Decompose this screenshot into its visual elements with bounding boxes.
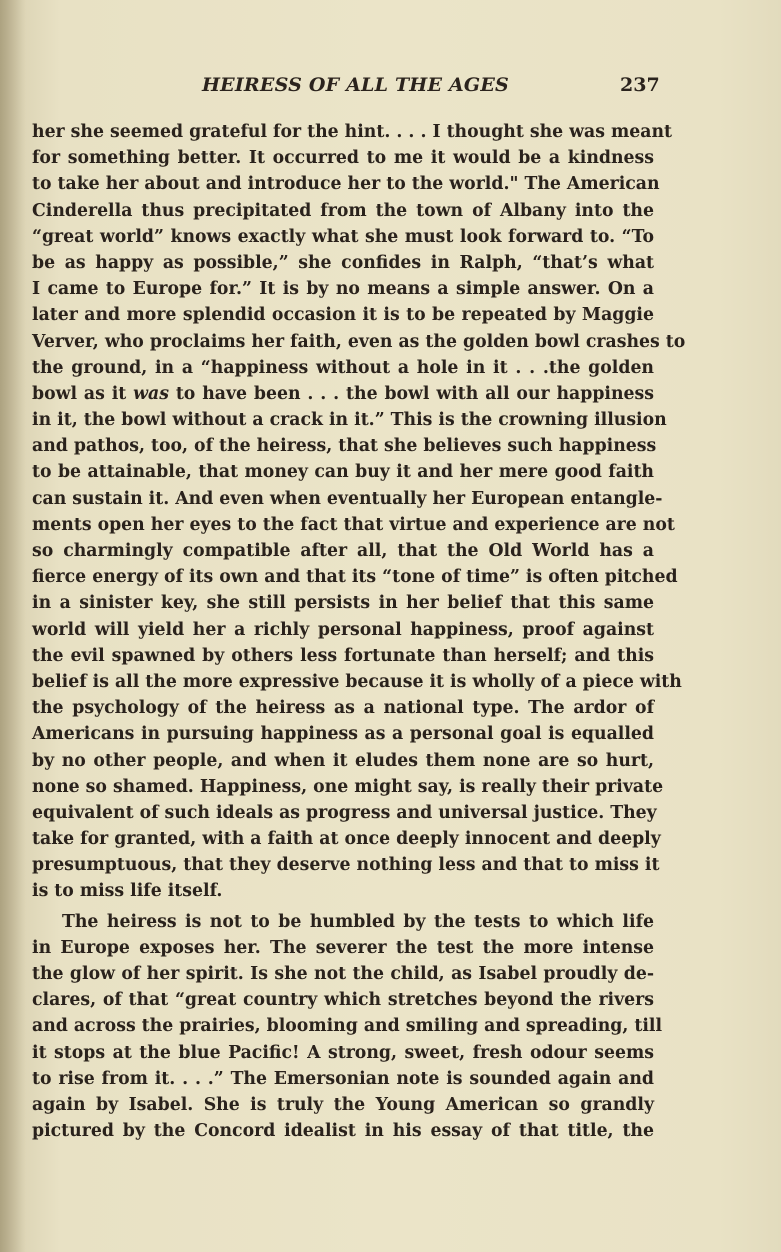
text-line: in it, the bowl without a crack in it.” This is the crowning illusion xyxy=(32,410,667,431)
text-line: be as happy as possible,” she confides in Ralph, “that’s what xyxy=(32,252,654,273)
text-line: again by Isabel. She is truly the Young American so grandly xyxy=(32,1094,654,1115)
text-line: for something better. It occurred to me it would be a kindness xyxy=(32,148,654,169)
text-line: Verver, who proclaims her faith, even as the golden bowl crashes to xyxy=(32,331,686,352)
text-line: Cinderella thus precipitated from the town of Albany into the xyxy=(32,200,654,221)
text-line: clares, of that “great country which stretches beyond the rivers xyxy=(32,990,654,1011)
text-line: fierce energy of its own and that its “tone of time” is often pitched xyxy=(32,567,678,588)
text-line: world will yield her a richly personal happiness, proof against xyxy=(32,619,654,640)
text-line: the glow of her spirit. Is she not the child, as Isabel proudly de- xyxy=(32,964,654,984)
text-line: belief is all the more expressive because it is wholly of a piece with xyxy=(32,671,682,692)
text-line: the evil spawned by others less fortunate than herself; and this xyxy=(32,645,654,666)
text-line: equivalent of such ideals as progress and universal justice. They xyxy=(32,802,657,823)
text-line: take for granted, with a faith at once deeply innocent and deeply xyxy=(32,829,661,850)
text-line: in Europe exposes her. The severer the test the more intense xyxy=(32,937,654,958)
text-line: bowl as it was to have been . . . the bowl with all our happiness xyxy=(32,383,654,404)
text-line: pictured by the Concord idealist in his essay of that title, the xyxy=(32,1121,654,1142)
text-line: “great world” knows exactly what she must look forward to. “To xyxy=(32,226,654,247)
running-title: HEIRESS OF ALL THE AGES xyxy=(202,74,509,96)
text-line: to take her about and introduce her to the world." The American xyxy=(32,174,660,195)
paragraph xyxy=(32,909,663,1145)
text-line: ments open her eyes to the fact that virtue and experience are not xyxy=(32,514,675,535)
text-line: and pathos, too, of the heiress, that she believes such happiness xyxy=(32,436,657,457)
page-header xyxy=(0,74,781,104)
page-number: 237 xyxy=(620,74,660,96)
text-line: to be attainable, that money can buy it and her mere good faith xyxy=(32,462,654,483)
text-line: I came to Europe for.” It is by no means a simple answer. On a xyxy=(32,279,654,300)
text-line: the psychology of the heiress as a national type. The ardor of xyxy=(32,698,654,719)
text-line: later and more splendid occasion it is to be repeated by Maggie xyxy=(32,305,654,326)
text-line: is to miss life itself. xyxy=(32,881,223,902)
body-text xyxy=(32,119,686,1144)
text-line: can sustain it. And even when eventually her European entangle- xyxy=(32,488,663,509)
text-line: by no other people, and when it eludes them none are so hurt, xyxy=(32,750,654,771)
text-line: so charmingly compatible after all, that the Old World has a xyxy=(32,541,654,561)
text-line: it stops at the blue Pacific! A strong, sweet, fresh odour seems xyxy=(32,1042,654,1063)
text-line: her she seemed grateful for the hint. . . . I thought she was meant xyxy=(32,122,673,142)
paragraph xyxy=(32,119,686,905)
text-line: presumptuous, that they deserve nothing less and that to miss it xyxy=(32,855,660,876)
emphasis-was: was xyxy=(133,383,169,404)
text-line: in a sinister key, she still persists in her belief that this same xyxy=(32,593,654,614)
text-line: and across the prairies, blooming and smiling and spreading, till xyxy=(32,1016,663,1037)
text-line: the ground, in a “happiness without a hole in it . . .the golden xyxy=(32,357,654,378)
text-line: The heiress is not to be humbled by the tests to which life xyxy=(62,911,654,932)
text-line: none so shamed. Happiness, one might say, is really their private xyxy=(32,776,664,797)
text-line: Americans in pursuing happiness as a personal goal is equalled xyxy=(32,724,654,745)
binding-shadow xyxy=(0,0,26,1252)
text-line: to rise from it. . . .” The Emersonian note is sounded again and xyxy=(32,1068,654,1089)
